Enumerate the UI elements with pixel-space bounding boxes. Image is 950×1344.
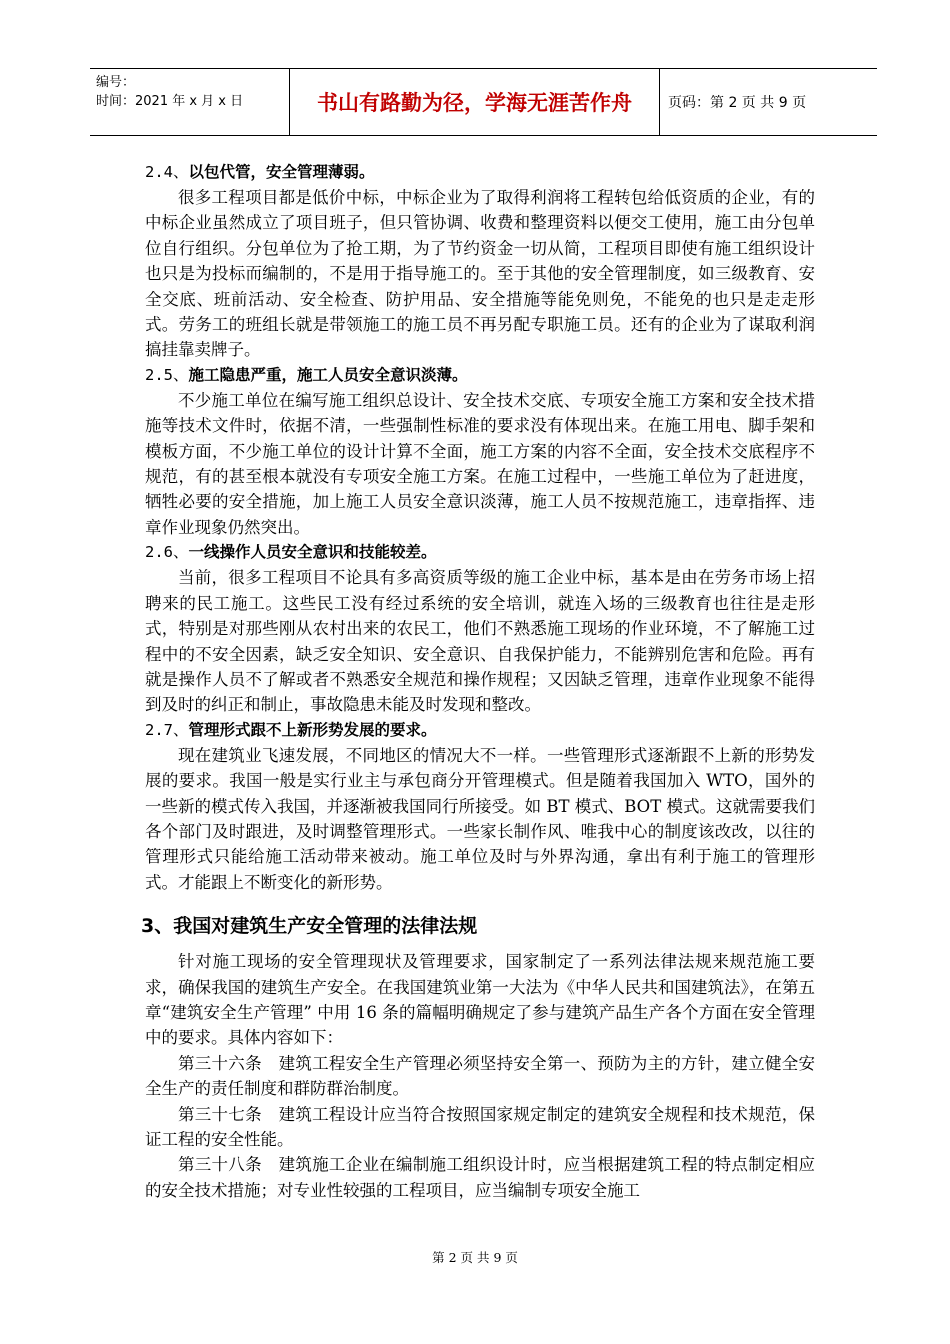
document-date: 时间：2021 年 x 月 x 日 <box>96 94 244 109</box>
paragraph: 现在建筑业飞速发展，不同地区的情况大不一样。一些管理形式逐渐跟不上新的形势发展的要求。我国一般是实行业主与承包商分开管理模式。但是随着我国加入 WTO，国外的一些新的模式传入我国，并逐渐被我国同行所接受。如 BT 模式、BOT 模式。这就需要我们各个部门及时跟进，及时调整管理形式。一些家长制作风、唯我中心的制度该改改，以往的管理形式只能给施工活动带来被动。施工单位及时与外界沟通，拿出有利于施工的管理形式。才能跟上不断变化的新形势。 <box>145 745 815 892</box>
header-table <box>90 68 877 136</box>
paragraph: 很多工程项目都是低价中标，中标企业为了取得利润将工程转包给低资质的企业，有的中标企业虽然成立了项目班子，但只管协调、收费和整理资料以便交工使用，施工由分包单位自行组织。分包单位为了抢工期，为了节约资金一切从简，工程项目即使有施工组织设计也只是为投标而编制的，不是用于指导施工的。至于其他的安全管理制度，如三级教育、安全交底、班前活动、安全检查、防护用品、安全措施等能免则免，不能免的也只是走走形式。劳务工的班组长就是带领施工的施工员不再另配专职施工员。还有的企业为了谋取利润搞挂靠卖牌子。 <box>145 188 815 360</box>
paragraph: 当前，很多工程项目不论具有多高资质等级的施工企业中标，基本是由在劳务市场上招聘来的民工施工。这些民工没有经过系统的安全培训，就连入场的三级教育也往往是走形式，特别是对那些刚从农村出来的农民工，他们不熟悉施工现场的作业环境，不了解施工过程中的不安全因素，缺乏安全知识、安全意识、自我保护能力，不能辨别危害和危险。再有就是操作人员不了解或者不熟悉安全规范和操作规程；又因缺乏管理，违章作业现象不能得到及时的纠正和制止，事故隐患未能及时发现和整改。 <box>145 568 815 715</box>
law-article: 第三十八条 建筑施工企业在编制施工组织设计时，应当根据建筑工程的特点制定相应的安全技术措施；对专业性较强的工程项目，应当编制专项安全施工 <box>145 1155 815 1200</box>
document-body <box>141 160 815 1203</box>
law-article: 第三十七条 建筑工程设计应当符合按照国家规定制定的建筑安全规程和技术规范，保证工程的安全性能。 <box>145 1104 815 1149</box>
header-meta <box>90 69 290 135</box>
chapter-heading: 3、我国对建筑生产安全管理的法律法规 <box>141 915 478 938</box>
section-heading: 2.4、以包代管，安全管理薄弱。 <box>145 163 375 181</box>
paragraph: 不少施工单位在编写施工组织总设计、安全技术交底、专项安全施工方案和安全技术措施等技术文件时，依据不清，一些强制性标准的要求没有体现出来。在施工用电、脚手架和模板方面，不少施工单位的设计计算不全面，施工方案的内容不全面，安全技术交底程序不规范，有的甚至根本就没有专项安全施工方案。在施工过程中，一些施工单位为了赶进度，牺牲必要的安全措施，加上施工人员安全意识淡薄，施工人员不按规范施工，违章指挥、违章作业现象仍然突出。 <box>145 390 815 537</box>
section-heading: 2.6、一线操作人员安全意识和技能较差。 <box>145 543 437 562</box>
paragraph: 针对施工现场的安全管理现状及管理要求，国家制定了一系列法律法规来规范施工要求，确保我国的建筑生产安全。在我国建筑业第一大法为《中华人民共和国建筑法》，在第五章“建筑安全生产管理” 中用 16 条的篇幅明确规定了参与建筑产品生产各个方面在安全管理中的要求。具体内容如下： <box>145 952 815 1048</box>
header-page-info: 页码：第 2 页 共 9 页 <box>668 95 807 111</box>
law-article: 第三十六条 建筑工程安全生产管理必须坚持安全第一、预防为主的方针，建立健全安全生产的责任制度和群防群治制度。 <box>145 1053 815 1099</box>
document-number-label: 编号： <box>96 75 136 90</box>
section-heading: 2.7、管理形式跟不上新形势发展的要求。 <box>145 720 437 739</box>
header-motto: 书山有路勤为径，学海无涯苦作舟 <box>290 69 660 135</box>
page-footer: 第 2 页 共 9 页 <box>432 1250 518 1265</box>
section-heading: 2.5、施工隐患严重，施工人员安全意识淡薄。 <box>145 365 468 384</box>
